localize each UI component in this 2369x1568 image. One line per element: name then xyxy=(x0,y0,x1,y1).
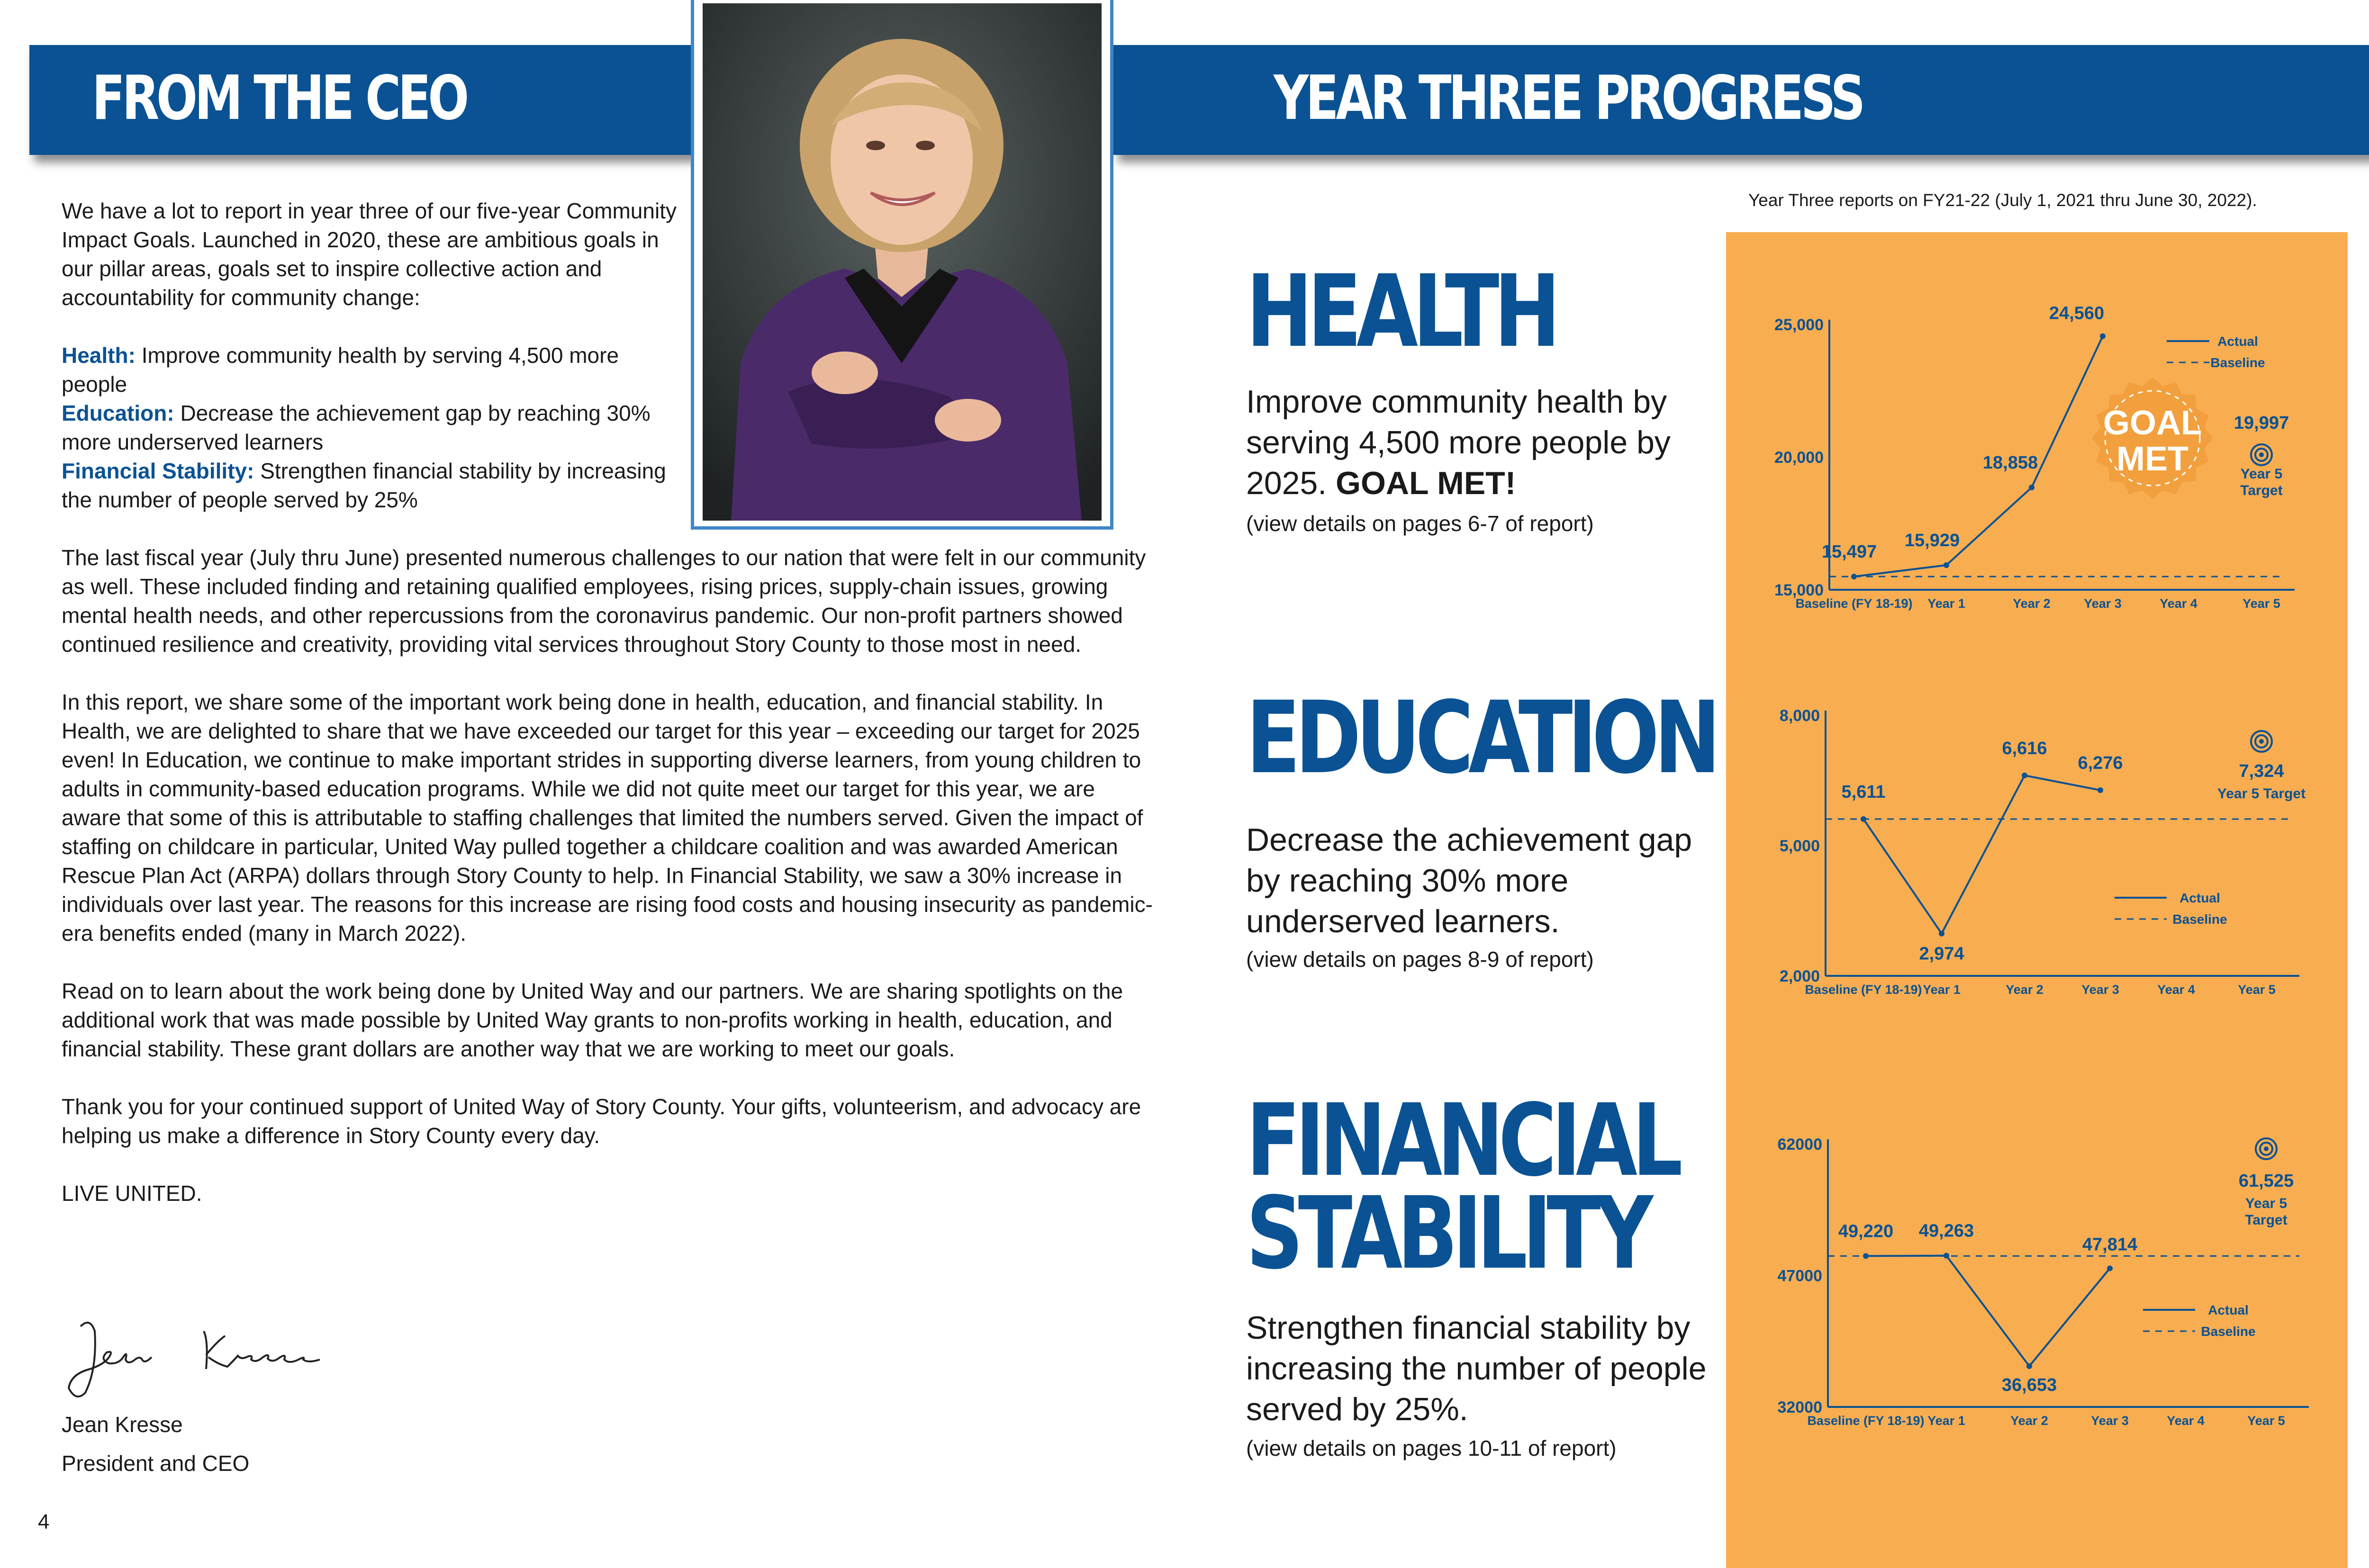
goal-label: Education: xyxy=(62,401,174,425)
data-label: 6,276 xyxy=(2078,753,2123,774)
target-value: 19,997 xyxy=(2233,413,2289,433)
legend-actual-label: Actual xyxy=(2208,1303,2249,1317)
signature-title: President and CEO xyxy=(62,1451,250,1476)
x-tick-label: Year 5 xyxy=(2242,596,2280,611)
actual-point xyxy=(2022,773,2027,778)
x-tick-label: Year 5 xyxy=(2238,982,2276,997)
actual-line xyxy=(1863,775,2100,934)
goal-text: Improve community health by serving 4,500 more people xyxy=(62,343,619,397)
actual-point xyxy=(1944,562,1949,568)
actual-point xyxy=(1944,1253,1949,1259)
data-label: 49,263 xyxy=(1918,1221,1974,1241)
fiscal-year-note: Year Three reports on FY21-22 (July 1, 2021 thru June 30, 2022). xyxy=(1748,190,2257,210)
actual-point xyxy=(2098,787,2103,793)
legend-baseline-label: Baseline xyxy=(2201,1324,2256,1339)
data-label: 15,497 xyxy=(1821,542,1877,562)
y-tick-label: 62000 xyxy=(1777,1135,1822,1153)
target-value: 7,324 xyxy=(2239,761,2284,781)
goal-met-text: GOAL MET! xyxy=(1336,465,1516,501)
ceo-letter xyxy=(62,197,1156,1208)
x-tick-label: Year 1 xyxy=(1927,1414,1965,1428)
health-note: (view details on pages 6-7 of report) xyxy=(1246,511,1594,536)
data-label: 2,974 xyxy=(1919,944,1964,964)
goal-label: Health: xyxy=(62,343,136,368)
actual-point xyxy=(2026,1363,2032,1369)
financial-description: Strengthen financial stability by increasing the number of people served by 25%. xyxy=(1246,1310,1707,1427)
body-paragraph: The last fiscal year (July thru June) presented numerous challenges to our nation that were felt in our community as well. These included finding and retaining qualified employees, rising prices, supply-chain issues, growing mental health needs, and other repercussions from the coronavirus pandemic. Our non-profit partners showed continued resilience and creativity, providing vital services throughout Story County to those most in need. xyxy=(62,545,1146,657)
legend-actual-label: Actual xyxy=(2179,891,2220,905)
goal-met-badge-text: GOAL xyxy=(2103,404,2202,442)
data-label: 49,220 xyxy=(1838,1221,1894,1242)
actual-point xyxy=(2100,333,2106,339)
health-description xyxy=(1246,381,1720,504)
x-tick-label: Year 3 xyxy=(2091,1414,2129,1428)
x-tick-label: Year 2 xyxy=(2006,982,2043,997)
goal-text: Decrease the achievement gap by reaching 30% more underserved learners xyxy=(62,401,651,454)
x-tick-label: Year 1 xyxy=(1923,982,1961,997)
education-description: Decrease the achievement gap by reaching 30% more underserved learners. xyxy=(1246,822,1692,939)
x-tick-label: Year 3 xyxy=(2081,982,2119,997)
x-tick-label: Baseline (FY 18-19) xyxy=(1805,982,1922,997)
y-tick-label: 20,000 xyxy=(1774,449,1824,467)
goal-health xyxy=(62,341,678,399)
financial-chart xyxy=(1726,1132,2348,1445)
progress-banner xyxy=(1113,45,2369,155)
financial-title-line2: STABILITY xyxy=(1246,1175,1648,1291)
health-title: HEALTH xyxy=(1246,253,1555,369)
education-chart xyxy=(1726,701,2348,1009)
target-label: Year 5 Target xyxy=(2217,786,2306,802)
goal-financial-stability xyxy=(62,457,678,514)
signature-name: Jean Kresse xyxy=(62,1412,183,1437)
goal-label: Financial Stability: xyxy=(62,459,254,483)
actual-point xyxy=(2029,485,2034,490)
target-label: Target xyxy=(2240,483,2283,498)
target-value: 61,525 xyxy=(2238,1171,2294,1191)
financial-title-line1: FINANCIAL xyxy=(1246,1082,1678,1199)
x-tick-label: Year 2 xyxy=(2010,1414,2048,1428)
legend-baseline-label: Baseline xyxy=(2210,355,2265,370)
data-label: 47,814 xyxy=(2082,1235,2138,1255)
page-number-left: 4 xyxy=(38,1510,50,1533)
target-icon-center xyxy=(2259,739,2264,744)
data-label: 24,560 xyxy=(2049,303,2105,324)
data-label: 6,616 xyxy=(2002,738,2047,758)
y-tick-label: 5,000 xyxy=(1779,837,1820,855)
actual-point xyxy=(1851,574,1857,579)
y-tick-label: 32000 xyxy=(1777,1398,1822,1416)
x-tick-label: Year 3 xyxy=(2084,596,2122,611)
goal-education xyxy=(62,399,678,457)
x-tick-label: Year 4 xyxy=(2157,982,2195,997)
ceo-banner-title: FROM THE CEO xyxy=(92,63,466,134)
data-label: 18,858 xyxy=(1982,452,2038,473)
financial-title xyxy=(1246,1082,1678,1291)
actual-point xyxy=(2107,1265,2113,1271)
actual-point xyxy=(1939,931,1944,937)
actual-line xyxy=(1866,1256,2110,1366)
legend-actual-label: Actual xyxy=(2217,334,2258,349)
goal-text: Strengthen financial stability by increasing the number of people served by 25% xyxy=(62,459,666,512)
y-tick-label: 8,000 xyxy=(1779,707,1820,725)
target-label: Year 5 xyxy=(2240,466,2283,482)
x-tick-label: Year 1 xyxy=(1927,596,1965,611)
body-paragraph: Read on to learn about the work being done by United Way and our partners. We are sharing spotlights on the additional work that was made possible by United Way grants to non-profits working in health, education, and financial stability. These grant dollars are another way that we are working to meet our goals. xyxy=(62,979,1123,1061)
target-icon-center xyxy=(2259,452,2264,457)
ceo-banner xyxy=(29,45,693,155)
x-tick-label: Year 5 xyxy=(2247,1414,2285,1428)
data-label: 15,929 xyxy=(1904,530,1960,550)
x-tick-label: Year 4 xyxy=(2167,1414,2205,1428)
closing-line: LIVE UNITED. xyxy=(62,1181,202,1206)
data-label: 5,611 xyxy=(1841,782,1886,802)
x-tick-label: Year 2 xyxy=(2013,596,2051,611)
actual-point xyxy=(1863,1253,1869,1259)
actual-line xyxy=(1854,336,2103,577)
financial-note: (view details on pages 10-11 of report) xyxy=(1246,1436,1617,1460)
progress-banner-title: YEAR THREE PROGRESS xyxy=(1274,63,1863,134)
health-desc-text: Improve community health by serving 4,500 more people by 2025. xyxy=(1246,384,1671,501)
education-title: EDUCATION xyxy=(1246,680,1716,796)
y-tick-label: 15,000 xyxy=(1774,581,1824,599)
target-label: Year 5 xyxy=(2245,1196,2288,1211)
y-tick-label: 25,000 xyxy=(1774,316,1824,334)
actual-point xyxy=(1861,816,1866,822)
body-paragraph: In this report, we share some of the important work being done in health, education, and financial stability. In Health, we are delighted to share that we have exceeded our target for this year – exceeding our target for 2025 even! In Education, we continue to make important strides in supporting diverse learners, from young children to adults in community-based education programs. While we did not quite meet our target for this year, we are aware that some of this is attributable to staffing challenges that limited the numbers served. Given the impact of staffing on childcare in particular, United Way pulled together a childcare coalition and was awarded American Rescue Plan Act (ARPA) dollars through Story County to help. In Financial Stability, we saw a 30% increase in individuals over last year. The reasons for this increase are rising food costs and housing insecurity as pandemic-era benefits ended (many in March 2022). xyxy=(62,690,1153,946)
signature-image xyxy=(62,1312,346,1407)
goal-met-badge-text: MET xyxy=(2116,440,2188,478)
target-icon-center xyxy=(2264,1146,2269,1151)
y-tick-label: 2,000 xyxy=(1779,967,1820,985)
health-chart xyxy=(1726,303,2348,616)
data-label: 36,653 xyxy=(2001,1375,2057,1395)
x-tick-label: Baseline (FY 18-19) xyxy=(1795,596,1913,611)
goals-list xyxy=(62,341,678,514)
x-tick-label: Year 4 xyxy=(2160,596,2197,611)
target-label: Target xyxy=(2245,1212,2288,1228)
education-note: (view details on pages 8-9 of report) xyxy=(1246,947,1594,972)
intro-paragraph: We have a lot to report in year three of our five-year Community Impact Goals. Launched in 2020, these are ambitious goals in our pillar areas, goals set to inspire collective action and accountability for community change: xyxy=(62,198,677,310)
body-paragraph: Thank you for your continued support of United Way of Story County. Your gifts, volunteerism, and advocacy are helping us make a difference in Story County every day. xyxy=(62,1094,1141,1148)
x-tick-label: Baseline (FY 18-19) xyxy=(1807,1414,1925,1428)
legend-baseline-label: Baseline xyxy=(2172,912,2227,927)
y-tick-label: 47000 xyxy=(1777,1267,1822,1285)
